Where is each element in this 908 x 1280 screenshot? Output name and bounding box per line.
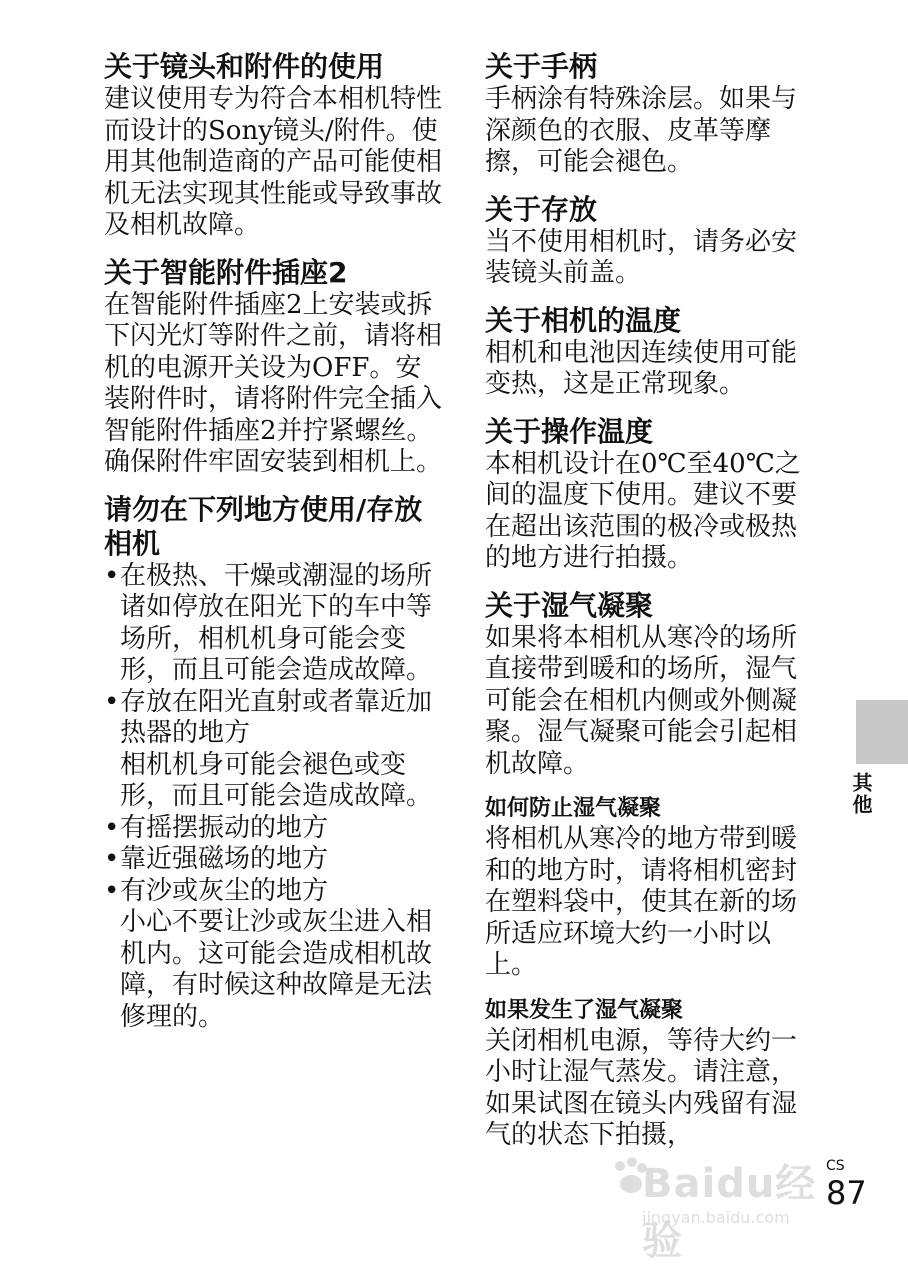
- section-body: 本相机设计在0℃至40℃之间的温度下使用。建议不要在超出该范围的极冷或极热的地方进行拍摄。: [485, 448, 801, 573]
- section-body: 当不使用相机时，请务必安装镜头前盖。: [485, 226, 798, 288]
- section-heading: 关于操作温度: [485, 414, 654, 448]
- page-number: 87: [826, 1174, 867, 1212]
- section-storage: [485, 193, 815, 290]
- section-lens-accessories: [104, 50, 444, 242]
- left-column: [104, 50, 444, 1047]
- list-item: [104, 876, 444, 1034]
- language-code: CS: [826, 1158, 845, 1174]
- section-shoe: [104, 256, 444, 479]
- item-desc: 诸如停放在阳光下的车中等场所，相机机身可能会变形，而且可能会造成故障。: [120, 592, 433, 685]
- item-desc: 小心不要让沙或灰尘进入相机内。这可能会造成相机故障，有时候这种故障是无法修理的。: [120, 907, 433, 1032]
- item-title: • 有沙或灰尘的地方: [120, 875, 329, 906]
- watermark-logo: Baidu经验: [642, 1161, 817, 1264]
- subsection-heading: 如何防止湿气凝聚: [485, 796, 662, 821]
- section-heading: 请勿在下列地方使用/存放相机: [104, 492, 423, 560]
- section-if-condensation: [485, 996, 815, 1152]
- list-item: [104, 813, 444, 845]
- list-item: [104, 844, 444, 876]
- right-column: [485, 50, 815, 1166]
- item-title: • 存放在阳光直射或者靠近加热器的地方: [120, 686, 433, 748]
- section-heading: 关于相机的温度: [485, 303, 682, 337]
- section-body: 相机和电池因连续使用可能变热，这是正常现象。: [485, 337, 798, 399]
- side-tab: [856, 700, 908, 764]
- section-body: 关闭相机电源，等待大约一小时让湿气蒸发。请注意，如果试图在镜头内残留有湿气的状态下拍摄，: [485, 1025, 798, 1150]
- section-heading: 关于手柄: [485, 50, 598, 83]
- location-list: [104, 561, 444, 1034]
- side-tab-label: 其他: [849, 772, 873, 816]
- section-body: 将相机从寒冷的地方带到暖和的地方时，请将相机密封在塑料袋中，使其在新的场所适应环境大约一小时以上。: [485, 824, 798, 980]
- section-camera-temperature: [485, 304, 815, 401]
- section-heading: 关于存放: [485, 192, 598, 226]
- watermark: [612, 1150, 832, 1264]
- subsection-heading: 如果发生了湿气凝聚: [485, 997, 684, 1023]
- section-heading: 关于湿气凝聚: [485, 588, 654, 622]
- section-prevent-condensation: [485, 794, 815, 982]
- section-condensation: [485, 589, 815, 781]
- section-grip: [485, 50, 815, 179]
- section-body: 手柄涂有特殊涂层。如果与深颜色的衣服、皮革等摩擦，可能会褪色。: [485, 84, 798, 177]
- section-operating-temperature: [485, 415, 815, 575]
- section-heading: 关于智能附件插座2: [104, 255, 348, 289]
- list-item: [104, 687, 444, 813]
- item-title: • 有摇摆振动的地方: [120, 812, 329, 843]
- section-heading: 关于镜头和附件的使用: [104, 50, 385, 83]
- watermark-url: jingyan.baidu.com: [642, 1208, 790, 1227]
- section-body: 如果将本相机从寒冷的场所直接带到暖和的场所，湿气可能会在相机内侧或外侧凝聚。湿气凝聚可能会引起相机故障。: [485, 622, 798, 779]
- section-body: 建议使用专为符合本相机特性而设计的Sony镜头/附件。使用其他制造商的产品可能使相机无法实现其性能或导致事故及相机故障。: [104, 84, 443, 240]
- list-item: [104, 561, 444, 687]
- section-locations: [104, 493, 444, 1034]
- item-title: • 在极热、干燥或潮湿的场所: [120, 560, 433, 591]
- item-desc: 相机机身可能会褪色或变形，而且可能会造成故障。: [120, 749, 433, 811]
- section-body: 在智能附件插座2上安装或拆下闪光灯等附件之前，请将相机的电源开关设为OFF。安装附件时，请将附件完全插入智能附件插座2并拧紧螺丝。确保附件牢固安装到相机上。: [104, 289, 443, 477]
- item-title: • 靠近强磁场的地方: [120, 844, 329, 874]
